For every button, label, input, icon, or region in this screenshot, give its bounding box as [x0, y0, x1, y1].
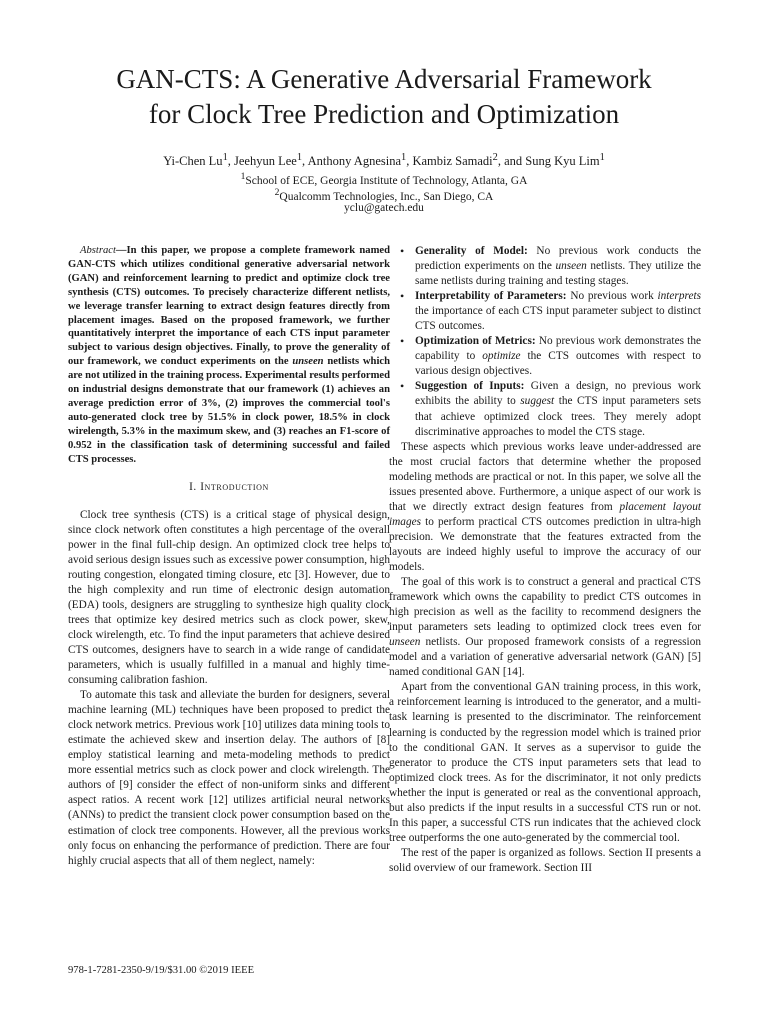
intro-paragraph-1: Clock tree synthesis (CTS) is a critical stage of physical design, since clock network often constitutes a high percentage of the overall power in the final full-chip design. An optimized clock tree helps to avoid serious design issues such as excessive power consumption, high routing congestion, elongated timing closure, etc [3]. However, due to the high complexity and run time of electronic design automation (EDA) tools, designers are struggling to synthesize high quality clock trees that optimize key desired metrics such as clock power, skew, clock wirelength, etc. To find the input parameters that achieve desired CTS outcomes, designers have to search in a wide range of candidate parameters, which is usually fulfilled in a manual and highly time-consuming calibration fashion.	[68, 508, 390, 687]
aspects-list	[389, 244, 701, 440]
title-line-1: GAN-CTS: A Generative Adversarial Framework	[116, 64, 652, 94]
bullet-icon: •	[400, 244, 405, 258]
bullet-icon: •	[400, 334, 405, 349]
author-list: Yi-Chen Lu$^1$, Jeehyun Lee$^1$, Anthony Agnesina$^1$, Kambiz Samadi$^2$, and Sung Kyu Lim$^1$	[163, 152, 605, 169]
right-column	[389, 244, 701, 876]
author-email[interactable]: yclu@gatech.edu	[344, 202, 424, 214]
abstract: Abstract—In this paper, we propose a complete framework named GAN-CTS which utilizes conditional generative adversarial network (GAN) and reinforcement learning to predict and optimize clock tree synthesis (CTS) outcomes. To precisely characterize different netlists, we leverage transfer learning to extract design features directly from placement images. Based on the proposed framework, we further quantitatively interpret the importance of each CTS input parameter subject to various design objectives. Finally, to prove the generality of our framework, we conduct experiments on the unseen netlists which are not utilized in the training process. Experimental results performed on industrial designs demonstrate that our framework (1) achieves an average prediction error of 3%, (2) improves the commercial tool's auto-generated clock tree by 51.5% in clock power, 18.5% in clock wirelength, 5.3% in the maximum skew, and (3) reaches an F1-score of 0.952 in the classification task of determining successful and failed CTS processes.	[68, 245, 390, 465]
copyright-footer: 978-1-7281-2350-9/19/$31.00 ©2019 IEEE	[68, 965, 255, 976]
author-name: Yi-Chen Lu	[163, 154, 223, 169]
affiliation-1: $^1$School of ECE, Georgia Institute of Technology, Atlanta, GA	[240, 171, 528, 187]
author-affil-mark: 2	[492, 152, 498, 163]
left-column	[68, 244, 390, 869]
list-item: • Generality of Model: No previous work conducts the prediction experiments on the unseen netlists. They utilize the same netlists during training and testing stages.	[400, 244, 702, 288]
author-name: Anthony Agnesina	[307, 154, 402, 169]
body-paragraph-organization: The rest of the paper is organized as follows. Section II presents a solid overview of our framework. Section III	[389, 846, 701, 874]
body-paragraph-goal: The goal of this work is to construct a general and practical CTS framework which owns the capability to predict CTS outcomes in high precision as well as the facility to recommend designers the input parameters sets leading to optimized clock trees even for unseen netlists. Our proposed framework consists of a regression model and a variation of generative adversarial network (GAN) [5] named conditional GAN [14].	[389, 576, 701, 679]
paper-title	[40, 62, 728, 132]
author-affil-mark: 1	[222, 152, 228, 163]
section-heading-introduction: I. Introduction	[189, 480, 269, 493]
intro-paragraph-2: To automate this task and alleviate the burden for designers, several machine learning (ML) techniques have been proposed to predict the clock network metrics. Previous work [10] utilizes data mining tools to estimate the achieved skew and insertion delay. The authors of [8] employ statistical learning and meta-modeling methods to predict more essential metrics such as clock power and clock wirelength. The authors of [9] consider the effect of non-uniform sinks and different aspect ratios. A recent work [12] utilizes artificial neural networks (ANNs) to predict the transient clock power consumption based on the estimation of clock tree components. However, all the previous works only focus on enhancing the performance of prediction. There are four highly crucial aspects that all of them neglect, namely:	[68, 689, 390, 867]
author-affil-mark: 1	[401, 152, 407, 163]
author-affil-mark: 1	[296, 152, 303, 163]
list-item: • Interpretability of Parameters: No previous work interprets the importance of each CTS input parameter subject to distinct CTS outcomes.	[400, 289, 701, 333]
author-affil-mark: 1	[599, 152, 605, 163]
bullet-icon: •	[400, 289, 405, 304]
affiliation-2: $^2$Qualcomm Technologies, Inc., San Diego, CA	[274, 187, 494, 203]
body-paragraph-aspects: These aspects which previous works leave under-addressed are the most crucial factors that determine whether the proposed modeling methods are practical or not. In this paper, we solve all the issues presented above. Furthermore, a unique aspect of our work is that we directly extract design features from placement layout images to perform practical CTS outcomes prediction in ultra-high precision. We demonstrate that the features extracted from the layouts are indeed highly useful to improve the accuracy of our models.	[389, 440, 701, 573]
author-name: and Sung Kyu Lim	[504, 154, 600, 169]
title-line-2: for Clock Tree Prediction and Optimization	[148, 99, 620, 129]
abstract-label: Abstract	[80, 245, 116, 256]
list-item: • Suggestion of Inputs: Given a design, no previous work exhibits the ability to suggest the CTS input parameters sets that achieve optimized clock trees. They merely adopt discriminative approaches to model the CTS stage.	[400, 379, 701, 438]
bullet-icon: •	[400, 379, 405, 394]
author-name: Kambiz Samadi	[412, 154, 493, 169]
list-item: • Optimization of Metrics: No previous work demonstrates the capability to optimize the CTS outcomes with respect to various design objectives.	[400, 334, 702, 378]
body-paragraph-training: Apart from the conventional GAN training process, in this work, a reinforcement learning is introduced to the generator, and a multi-task learning is presented to the discriminator. The reinforcement learning is conducted by the regression model which is trained prior to the conditional GAN. It serves as a supervisor to guide the generator to produce the CTS input parameters sets that lead to optimized clock trees. As for the discriminator, it not only predicts whether the input is generated or real as the conventional approach, but also predicts if the input results in a successful CTS run or not. In this paper, a successful CTS run indicates that the achieved clock tree outperforms the one auto-generated by the commercial tool.	[389, 681, 701, 844]
author-name: Jeehyun Lee	[234, 154, 297, 169]
